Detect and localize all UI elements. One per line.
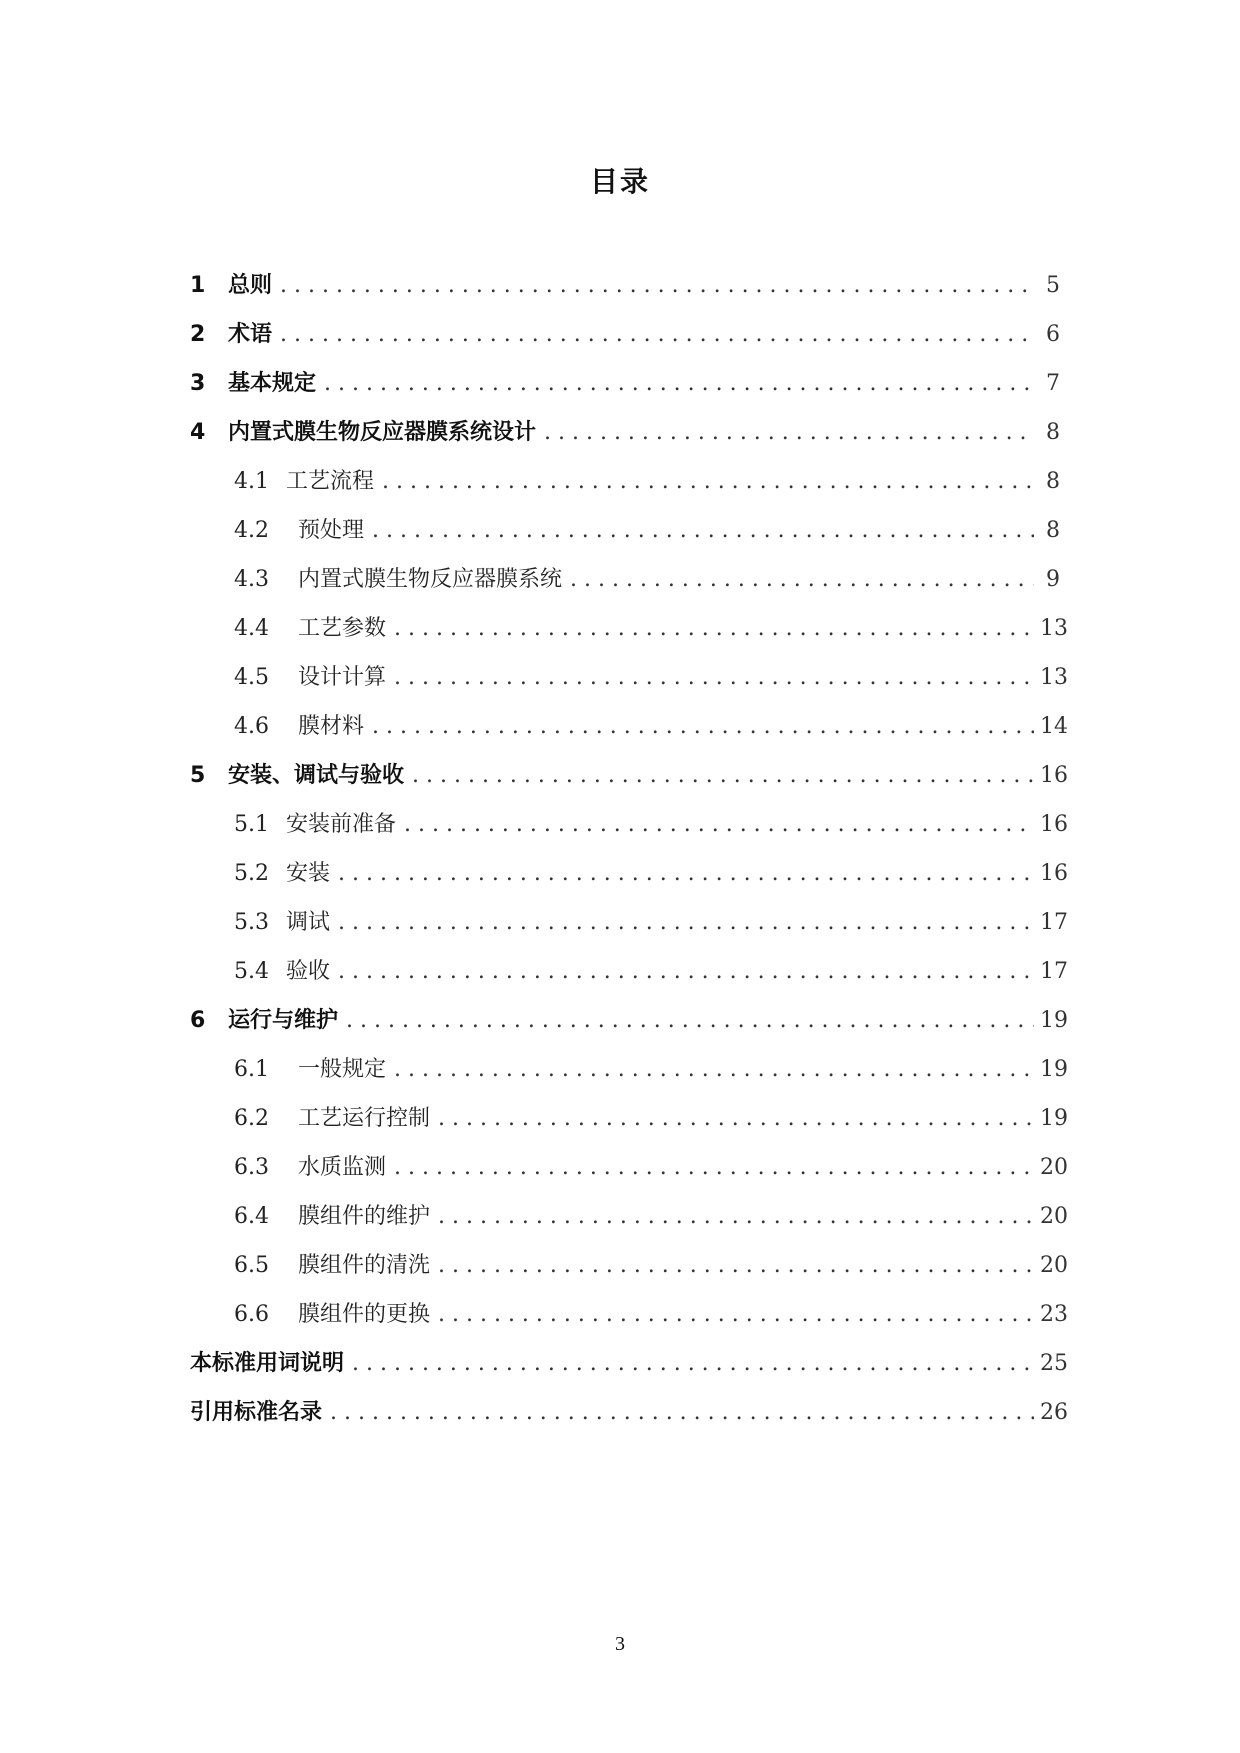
toc-entry-page: 17 [1040, 959, 1068, 984]
toc-entry-label: 术语 [228, 322, 273, 347]
toc-entry-page: 20 [1040, 1204, 1068, 1229]
toc-entry-number: 5.2 [234, 861, 269, 886]
toc-entry-label: 一般规定 [298, 1057, 387, 1082]
toc-entry-number: 4.5 [234, 665, 269, 690]
toc-entry-label: 内置式膜生物反应器膜系统 [298, 567, 563, 592]
dot-leader [394, 1057, 1034, 1082]
toc-entry-number: 4.2 [234, 518, 269, 543]
toc-entry-3[interactable] [190, 366, 1060, 415]
toc-entry-number: 6.1 [234, 1057, 269, 1082]
toc-entry-number: 4.3 [234, 567, 269, 592]
toc-entry-label: 膜组件的清洗 [298, 1253, 431, 1278]
toc-entry-number: 6.3 [234, 1155, 269, 1180]
toc-entry-page: 13 [1040, 616, 1068, 641]
toc-entry-5-4[interactable] [190, 954, 1068, 1003]
dot-leader [372, 714, 1034, 739]
dot-leader [352, 1351, 1034, 1376]
toc-entry-1[interactable] [190, 268, 1060, 317]
toc-entry-number: 5.1 [234, 812, 269, 837]
toc-entry-number: 1 [190, 273, 206, 298]
dot-leader [372, 518, 1034, 543]
toc-entry-label: 工艺参数 [298, 616, 387, 641]
toc-entry-page: 8 [1046, 518, 1060, 543]
toc-entry-page: 19 [1040, 1106, 1068, 1131]
toc-entry-page: 16 [1040, 763, 1068, 788]
toc-entry-label: 工艺流程 [286, 469, 375, 494]
dot-leader [438, 1204, 1034, 1229]
toc-entry-6-3[interactable] [190, 1150, 1068, 1199]
dot-leader [338, 861, 1034, 886]
toc-entry-6[interactable] [190, 1003, 1068, 1052]
toc-entry-4-5[interactable] [190, 660, 1068, 709]
toc-entry-4-2[interactable] [190, 513, 1060, 562]
toc-entry-label: 安装、调试与验收 [228, 763, 405, 788]
dot-leader [338, 959, 1034, 984]
toc-entry-6-6[interactable] [190, 1297, 1068, 1346]
toc-entry-label: 水质监测 [298, 1155, 387, 1180]
toc-entry-4-4[interactable] [190, 611, 1068, 660]
toc-entry-label: 调试 [286, 910, 331, 935]
toc-entry-number: 5.3 [234, 910, 269, 935]
toc-entry-terminology-explanation[interactable] [190, 1346, 1068, 1395]
toc-entry-number: 4.4 [234, 616, 269, 641]
dot-leader [338, 910, 1034, 935]
dot-leader [330, 1400, 1034, 1425]
page-number: 3 [615, 1633, 625, 1655]
toc-entry-page: 19 [1040, 1008, 1068, 1033]
toc-entry-number: 4.1 [234, 469, 269, 494]
toc-entry-page: 25 [1040, 1351, 1068, 1376]
dot-leader [324, 371, 1034, 396]
toc-entry-number: 6.5 [234, 1253, 269, 1278]
dot-leader [394, 1155, 1034, 1180]
dot-leader [394, 616, 1034, 641]
dot-leader [394, 665, 1034, 690]
toc-entry-label: 膜组件的更换 [298, 1302, 431, 1327]
toc-entry-page: 17 [1040, 910, 1068, 935]
toc-entry-number: 4 [190, 420, 206, 445]
toc-entry-number: 6.2 [234, 1106, 269, 1131]
toc-entry-page: 7 [1046, 371, 1060, 396]
toc-entry-referenced-standards[interactable] [190, 1395, 1068, 1444]
dot-leader [280, 322, 1034, 347]
toc-entry-6-4[interactable] [190, 1199, 1068, 1248]
toc-entry-page: 5 [1046, 273, 1060, 298]
toc-entry-page: 8 [1046, 420, 1060, 445]
dot-leader [404, 812, 1034, 837]
toc-entry-6-1[interactable] [190, 1052, 1068, 1101]
toc-entry-label: 运行与维护 [228, 1008, 339, 1033]
toc-entry-page: 20 [1040, 1253, 1068, 1278]
toc-entry-page: 14 [1040, 714, 1068, 739]
toc-entry-page: 19 [1040, 1057, 1068, 1082]
toc-entry-page: 20 [1040, 1155, 1068, 1180]
dot-leader [438, 1253, 1034, 1278]
toc-entry-5[interactable] [190, 758, 1068, 807]
toc-entry-5-3[interactable] [190, 905, 1068, 954]
toc-entry-6-5[interactable] [190, 1248, 1068, 1297]
toc-entry-page: 13 [1040, 665, 1068, 690]
toc-entry-label: 基本规定 [228, 371, 317, 396]
toc-entry-page: 8 [1046, 469, 1060, 494]
toc-entry-page: 16 [1040, 812, 1068, 837]
dot-leader [544, 420, 1034, 445]
toc-entry-label: 安装 [286, 861, 331, 886]
toc-entry-number: 6.6 [234, 1302, 269, 1327]
toc-entry-number: 5.4 [234, 959, 269, 984]
toc-entry-label: 安装前准备 [286, 812, 397, 837]
toc-entry-label: 工艺运行控制 [298, 1106, 431, 1131]
dot-leader [438, 1302, 1034, 1327]
toc-entry-page: 9 [1046, 567, 1060, 592]
toc-entry-4-3[interactable] [190, 562, 1060, 611]
toc-entry-label: 预处理 [298, 518, 365, 543]
toc-entry-page: 26 [1040, 1400, 1068, 1425]
toc-entry-page: 16 [1040, 861, 1068, 886]
toc-entry-number: 4.6 [234, 714, 269, 739]
toc-entry-label: 膜组件的维护 [298, 1204, 431, 1229]
toc-entry-label: 本标准用词说明 [190, 1351, 345, 1376]
toc-entry-page: 6 [1046, 322, 1060, 347]
toc-entry-label: 验收 [286, 959, 331, 984]
toc-entry-6-2[interactable] [190, 1101, 1068, 1150]
toc-entry-label: 引用标准名录 [190, 1400, 323, 1425]
toc-entry-label: 设计计算 [298, 665, 387, 690]
toc-entry-number: 5 [190, 763, 206, 788]
toc-entry-4-6[interactable] [190, 709, 1068, 758]
toc-entry-page: 23 [1040, 1302, 1068, 1327]
toc-entry-5-1[interactable] [190, 807, 1068, 856]
dot-leader [382, 469, 1034, 494]
toc-entry-label: 内置式膜生物反应器膜系统设计 [228, 420, 537, 445]
table-of-contents [190, 268, 1068, 1444]
dot-leader [438, 1106, 1034, 1131]
toc-entry-label: 总则 [228, 273, 273, 298]
dot-leader [346, 1008, 1034, 1033]
dot-leader [570, 567, 1034, 592]
toc-entry-number: 2 [190, 322, 206, 347]
toc-entry-number: 6.4 [234, 1204, 269, 1229]
toc-entry-4-1[interactable] [190, 464, 1060, 513]
toc-entry-4[interactable] [190, 415, 1060, 464]
toc-entry-label: 膜材料 [298, 714, 365, 739]
dot-leader [412, 763, 1034, 788]
page-title: 目录 [589, 165, 650, 198]
toc-entry-5-2[interactable] [190, 856, 1068, 905]
toc-entry-number: 3 [190, 371, 206, 396]
toc-entry-2[interactable] [190, 317, 1060, 366]
toc-entry-number: 6 [190, 1008, 206, 1033]
dot-leader [280, 273, 1034, 298]
